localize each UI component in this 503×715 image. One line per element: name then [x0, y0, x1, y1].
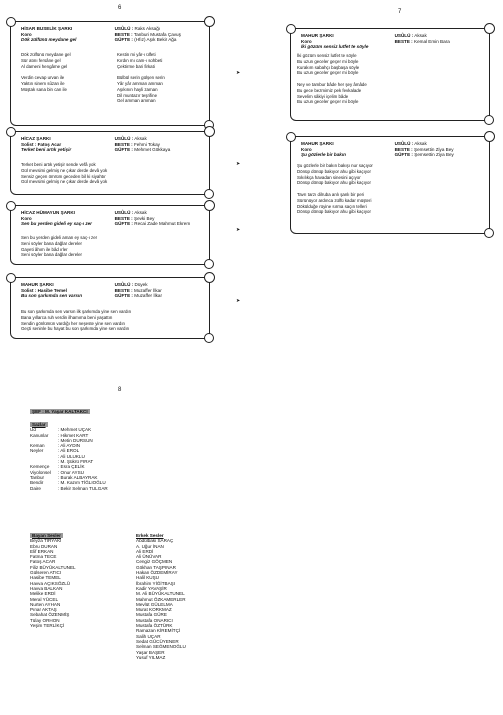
men-heading: Erkek Sesler — [136, 533, 164, 538]
usul-label: USÛLÜ : — [114, 26, 134, 31]
gufte-label: GÜFTE : — [394, 152, 413, 158]
gufte-label: GÜFTE : — [114, 293, 133, 299]
lyric-line: Çektirme bari firkati — [117, 63, 155, 69]
lyrics — [21, 235, 97, 258]
beste-value: Tanburi Mustafa Çavuş — [133, 31, 181, 37]
page-number-8: 8 — [118, 387, 122, 393]
singer-name: Filiz BÜYÜKALTUNEL — [30, 564, 76, 570]
song-performer: Koro — [301, 38, 312, 44]
beste-value: Kemal Emin Bara — [414, 38, 450, 44]
lyric-line: Seni söyler bana dağlar dereler — [21, 252, 83, 258]
gufte-label: GÜFTE : — [114, 221, 133, 227]
instrument-name: Keman — [30, 443, 45, 449]
singer-name: Kadir YAVAŞİR — [136, 585, 167, 591]
musician-name: : Burak ALBAYRAK — [58, 474, 98, 480]
gufte-value: Recai Zade Mahmut Ekrem — [134, 221, 191, 227]
singer-name: Mustafa ÖZTÜRK — [136, 623, 173, 629]
singer-name: Yusuf YILMAZ — [136, 654, 166, 660]
lyric-line: Geçti seninle bu hayat bu son şarkımda yine sen vardın — [21, 326, 130, 332]
lyric-line: Yaktın sinem sûzan ile — [21, 80, 65, 86]
lyric-line: Bana yıllarca ruh verdin ilhamıma beni yaşattın — [21, 314, 113, 320]
song-title: Bu son şarkımda sen varsın — [21, 293, 83, 299]
singer-name: Ali ÜNÜVAR — [136, 554, 162, 560]
beste-label: BESTE : — [394, 38, 413, 44]
song-performer: Solist : Fatoş Acar — [21, 141, 62, 147]
scroll-curl — [204, 126, 215, 137]
singer-name: Salih UÇAR — [136, 633, 161, 639]
lyric-line: Sevelim sâkiyi içelim bâde — [297, 93, 349, 99]
usul-label: USÛLÜ : — [394, 141, 414, 146]
song-form: MAHUR ŞARKI — [21, 282, 54, 287]
musician-name: : M. Şükrü FIRAT — [58, 459, 94, 465]
women-list — [30, 538, 76, 628]
lyric-line: Dönüp dönüp bakıyor ahu gibi kaçıyor — [297, 209, 371, 215]
singer-name: Hakan ÖZDEMİRAY — [136, 570, 178, 576]
lyric-line: Kestin mi yâr-ı ülfeti — [117, 52, 156, 57]
song-form: HİCAZ HÜMAYUN ŞARKI — [21, 210, 75, 215]
singer-name: A. Uğur İNAN — [136, 543, 164, 549]
conductor-label: ŞEF : M. Yaşar KALTAKCI — [32, 409, 88, 414]
beste-label: BESTE : — [114, 31, 133, 37]
singer-name: Sebahat ÖZENMİŞ — [30, 612, 70, 618]
instrument-list — [30, 427, 108, 491]
lyric-line: Verdin cevap urvan ile — [21, 75, 65, 81]
sazlar-heading: Sazlar — [32, 422, 46, 427]
musician-name: : Mehmet UÇAK — [58, 427, 92, 433]
lyric-line: Kurakım sabahçı başbaşa söyle — [297, 64, 360, 70]
song-title: Sen bu yerden gideli ey saç-ı zer — [21, 221, 92, 227]
usul-label: USÛLÜ : — [114, 136, 134, 141]
men-list — [136, 538, 186, 660]
song-performer: Solist : Hasibe Temel — [21, 287, 67, 293]
lyric-line: İki gözüm sensiz lutfet te söyle — [297, 53, 357, 58]
lyric-line: Dönüp dönüp bakıyor ahu gibi kaçıyor — [297, 180, 371, 186]
usul-label: USÛLÜ : — [394, 33, 414, 38]
usul-label: USÛLÜ : — [114, 282, 134, 287]
lyric-line: Dönüp dönüp bakıyor ahu gibi kaçıyor — [297, 168, 371, 174]
singer-name: Ramazan KİREMİTÇİ — [136, 628, 181, 634]
singer-name: Cengiz GÖÇMEN — [136, 559, 173, 565]
singer-name: Mahmut ÖZKAMERLER — [136, 596, 186, 602]
song-title: Şu gözlerle bir bakın — [301, 152, 346, 158]
lyric-line: Sen bu yerden gideli aman ey saç-ı zer — [21, 235, 98, 240]
gufte-value: Şemsettin Ziya Bey — [414, 152, 454, 158]
beste-value: Şevki Bey — [134, 215, 155, 221]
lyrics — [21, 162, 107, 185]
lyric-line: Şu gözlerle bir bakın bakışı nur saçıyor — [297, 163, 373, 168]
usul-value: Raks Aksağı — [134, 26, 161, 31]
instrument-name: Kanunlar — [30, 432, 49, 438]
lyric-line: Bu gece bezmimiz pek fevkalade — [297, 87, 362, 93]
song-title: Dök zülfünü meydane gel — [21, 37, 77, 43]
instrument-name: Daire — [30, 485, 41, 491]
instrument-name: Viyolonsel — [30, 469, 51, 475]
lyric-line: Sıkılıkça havadan sinesini açıyor — [297, 174, 361, 180]
beste-value: Muzaffer İlkar — [134, 287, 162, 293]
song-form: MAHUR ŞARKI — [301, 33, 334, 38]
singer-name: Murat KORKMAZ — [136, 607, 172, 613]
usul-value: Düyek — [134, 282, 148, 287]
singer-name: Melike ERDİ — [30, 591, 56, 597]
beste-label: BESTE : — [114, 287, 133, 293]
lyric-line: Müştak sana bin can ile — [21, 86, 67, 92]
beste-label: BESTE : — [114, 141, 133, 147]
lyrics-left — [21, 52, 71, 93]
song-card-hisar-buselik — [10, 21, 210, 126]
song-form: HİSAR BUSELİK ŞARKI — [21, 26, 73, 31]
lyric-line: Sendin gönlümün vardığı her neşeste yine sen vardın — [21, 320, 125, 326]
song-card-hicaz — [10, 131, 210, 195]
lyric-line: Aşıkının hayli zaman — [117, 86, 158, 92]
instrument-name: Ud — [30, 427, 36, 433]
instrument-name: Tanbur — [30, 474, 45, 480]
women-section — [30, 533, 76, 628]
song-card-mahur-gozler — [290, 136, 490, 234]
singer-name: Gülseren ATICI — [30, 570, 62, 576]
lyric-line: Terket beni artık yetişir sende vefâ yok — [21, 162, 96, 167]
women-heading: Bayan Sesler — [32, 533, 61, 538]
arrow-icon: ➤ — [236, 227, 241, 233]
singer-name: Yeşim TERLİKÇİ — [30, 623, 65, 629]
lyrics-right — [117, 52, 165, 104]
beste-label: BESTE : — [394, 146, 413, 152]
song-card-mahur-solo — [10, 277, 210, 339]
singer-name: Mevlüt GÜLELMA — [136, 601, 173, 607]
men-section — [136, 533, 186, 660]
usul-value: Aksak — [414, 141, 427, 146]
singer-name: Pınar AKTAŞ — [30, 607, 57, 613]
beste-value: Şemsettin Ziya Bey — [414, 146, 454, 152]
instrument-row — [30, 486, 108, 491]
usul-value: Aksak — [134, 210, 147, 215]
instrument-name: Neyler — [30, 448, 44, 454]
singer-name: Sedat GÜCÜYENER — [136, 638, 179, 644]
gufte-value: Mehmet Gökkaya — [134, 147, 171, 153]
lyric-line: Tavrı tarzı dilruba anlı şanlı bir peri — [297, 191, 365, 197]
singer-name: İbrahim YİĞİTBAŞI — [136, 580, 175, 586]
singer-name: Yaşar BAŞER — [136, 649, 165, 655]
singer-name: Mustafa GÜRE — [136, 612, 167, 618]
musician-name: : Metin DURSUN — [58, 437, 93, 443]
arrow-icon: ➤ — [236, 298, 241, 304]
singer-name: Havva AÇIKSÖZLÜ — [30, 580, 71, 586]
singer-name: Ebru DURAN — [30, 543, 58, 549]
song-performer: Koro — [21, 31, 32, 37]
song-title: Terket beni artık yetişir — [21, 147, 72, 153]
lyric-line: Bu uzun geceler geçer mi böyle — [297, 70, 359, 76]
musician-name: : Onur AYSU — [58, 469, 84, 475]
usul-value: Aksak — [134, 136, 147, 141]
conductor-heading — [30, 409, 122, 414]
instruments-section — [30, 422, 108, 491]
gufte-value: Muzaffer İlkar — [134, 293, 162, 299]
lyric-line: Ney ve tambur bâde her şey âmâde — [297, 81, 367, 87]
singer-name: Tülay ORHON — [30, 617, 60, 623]
lyric-line: Gül mevsimi gelmiş ne çıkar derde devâ yok — [21, 179, 108, 185]
lyric-line: Bülbül serin gülşen serin — [117, 75, 165, 81]
lyric-line: Bu son şarkımda sen varsın ilk şarkımda yine sen vardın — [21, 309, 132, 314]
singer-name: Mustafa ONARICI — [136, 617, 173, 623]
lyric-line: Dil muntazır teşrifine — [117, 92, 158, 98]
song-card-mahur-koro — [290, 28, 490, 121]
lyrics — [297, 53, 367, 105]
musician-name: : Ali ULUKLU — [58, 453, 85, 459]
singer-name: Hasibe TEMEL — [30, 575, 61, 581]
instrument-name: Bendir — [30, 480, 44, 486]
lyric-line: Dök zülfünü meydane gel — [21, 52, 71, 57]
lyric-line: Gel amman amman — [117, 98, 156, 104]
singer-name: Abdülbaki SARAÇ — [136, 538, 174, 544]
scroll-curl — [204, 200, 215, 211]
lyric-line: Dökülduğe rüyine sırma saçın telleri — [297, 203, 367, 209]
singer-name: Elif ERKAN — [30, 548, 54, 554]
musician-name: : Esra ÇELİK — [58, 464, 85, 470]
lyric-line: Gül mevsimi gelmiş ne çıkar derde devâ yok — [21, 167, 108, 173]
song-card-hicaz-humayun — [10, 205, 210, 265]
arrow-icon: ➤ — [236, 161, 241, 167]
instrument-name: Kemençe — [30, 464, 50, 470]
lyric-line: Yâr yâr amman amman — [117, 80, 163, 86]
musician-name: : Ali AYDIN — [58, 443, 81, 449]
beste-value: Fehmi Tokay — [134, 141, 160, 147]
song-form: MAHUR ŞARKI — [301, 141, 334, 146]
page-number-7: 7 — [398, 9, 402, 15]
lyric-line: Sürünüyor ardınca zülfü kadar müşteri — [297, 197, 372, 203]
lyric-line: Kırdın mı cam-ı sohbeti — [117, 57, 163, 63]
song-performer: Koro — [21, 215, 32, 221]
page-number-6: 6 — [118, 5, 122, 11]
scroll-curl — [484, 23, 495, 34]
musician-name: : Bekir Selman TULGAR — [58, 485, 108, 491]
lyrics — [21, 309, 131, 332]
musician-name: : Ali EROL — [58, 448, 80, 454]
singer-name: Fatma TECE — [30, 554, 57, 560]
singer-name: Halil KUŞU — [136, 575, 159, 581]
singer-name: Fatoş ACAR — [30, 559, 56, 565]
singer-name: Beyza TİRYAKİ — [30, 538, 62, 544]
usul-value: Aksak — [414, 33, 427, 38]
singer-name: Nurten AYHAN — [30, 601, 61, 607]
singer-name: M. Ali BÜYÜKALTUNEL — [136, 591, 185, 597]
lyric-line: Sensiz geçen ömrüm geceden bil ki siyahtır — [21, 173, 106, 179]
singer-name: Selman SEĞMENOĞLU — [136, 644, 186, 650]
lyric-line: Sür atını fersâne gel — [21, 57, 61, 63]
scroll-curl — [484, 131, 495, 142]
song-performer: Koro — [301, 146, 312, 152]
song-form: HİCAZ ŞARKI — [21, 136, 51, 141]
gufte-label: GÜFTE : — [114, 147, 133, 153]
gufte-value: (Hfız) Aşık Bekir Ağa — [134, 37, 177, 43]
lyric-line: Seni söyler bana dağlar dereler — [21, 240, 83, 246]
lyrics — [297, 163, 373, 215]
musician-name: : M. Kazım TİĞLIOĞLU — [58, 480, 106, 486]
singer-name: Gökhan TAŞPINAR — [136, 564, 176, 570]
scroll-curl — [204, 16, 215, 27]
singer-name: Havva BALKAN — [30, 585, 63, 591]
lyric-line: Bu uzun geceler geçer mi böyle — [297, 99, 359, 105]
lyric-line: Bu uzun geceler geçer mi böyle — [297, 58, 359, 64]
singer-name: Meral YÜCEL — [30, 596, 58, 602]
usul-label: USÛLÜ : — [114, 210, 134, 215]
gufte-label: GÜFTE : — [114, 37, 133, 43]
musician-name: : Hikmet KART — [58, 432, 89, 438]
scroll-curl — [204, 272, 215, 283]
beste-label: BESTE : — [114, 215, 133, 221]
song-title: İki gözüm sensiz lutfet te söyle — [301, 44, 369, 50]
arrow-icon: ➤ — [236, 70, 241, 76]
lyric-line: Al dameni hengâme gel — [21, 63, 68, 69]
lyric-line: Gayeti âhım ile bâd ırler — [21, 246, 68, 252]
singer-name: Ali ERDİ — [136, 548, 154, 554]
